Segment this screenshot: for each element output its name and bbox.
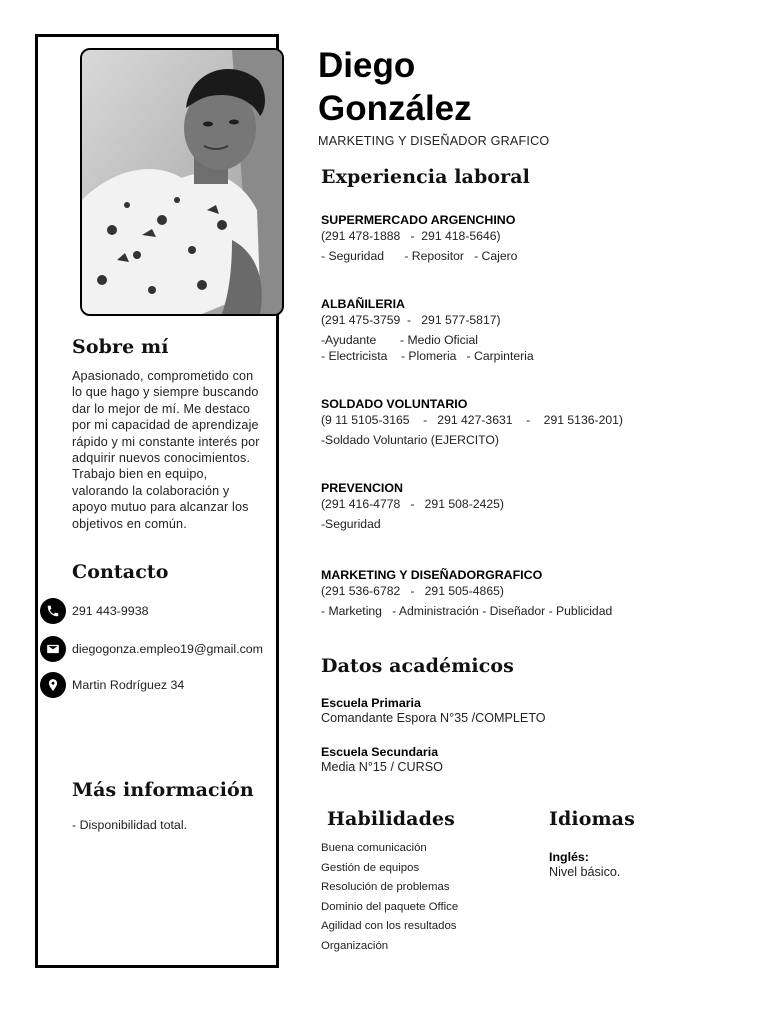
job-phones: (291 536-6782 - 291 505-4865) [321,584,504,598]
language-name: Inglés: [549,850,589,864]
language-level: Nivel básico. [549,865,621,879]
job-phones: (291 475-3759 - 291 577-5817) [321,313,501,327]
contact-heading: Contacto [72,561,169,583]
contact-email [40,636,263,662]
experience-heading: Experiencia laboral [321,166,530,188]
contact-phone [40,598,148,624]
job-title: MARKETING Y DISEÑADORGRAFICO [321,568,543,582]
more-info-heading: Más información [72,779,254,801]
languages-heading: Idiomas [549,808,635,830]
phone-icon [40,598,66,624]
name-heading [318,44,472,130]
job-entry [321,396,751,448]
job-entry [321,296,751,364]
job-phones: (9 11 5105-3165 - 291 427-3631 - 291 5136-201) [321,413,623,427]
profile-photo-image [82,50,282,314]
job-roles: -Seguridad [321,517,381,531]
profile-title: MARKETING Y DISEÑADOR GRAFICO [318,134,550,148]
location-pin-icon [40,672,66,698]
job-title: ALBAÑILERIA [321,297,405,311]
education-detail: Comandante Espora N°35 /COMPLETO [321,711,546,725]
education-detail: Media N°15 / CURSO [321,760,443,774]
education-entry [321,745,443,775]
email-text: diegogonza.empleo19@gmail.com [72,642,263,656]
contact-address [40,672,184,698]
more-info-text: - Disponibilidad total. [72,818,188,832]
job-roles: - Marketing - Administración - Diseñador - Publicidad [321,604,613,618]
first-name: Diego [318,46,416,85]
job-entry [321,567,751,619]
job-roles: - Electricista - Plomeria - Carpinteria [321,349,534,363]
language-entry [549,850,620,880]
about-text: Apasionado, comprometido con lo que hago y siempre buscando dar lo mejor de mí. Me destaco por mi capacidad de aprendizaje rápido y mi constante interés por adquirir nuevos conocimientos. Trabajo bien en equipo, valorando la colaboración y apoyo mutuo para alcanzar los objetivos en común. [72,369,260,531]
about-heading: Sobre mí [72,336,169,358]
skills-list [321,840,458,958]
job-entry [321,480,751,532]
job-phones: (291 478-1888 - 291 418-5646) [321,229,501,243]
job-title: SOLDADO VOLUNTARIO [321,397,468,411]
education-title: Escuela Primaria [321,696,421,710]
education-title: Escuela Secundaria [321,745,439,759]
education-entry [321,696,546,726]
skill-item: Buena comunicación [321,842,427,854]
skills-heading: Habilidades [327,808,455,830]
job-title: SUPERMERCADO ARGENCHINO [321,213,516,227]
job-phones: (291 416-4778 - 291 508-2425) [321,497,504,511]
last-name: González [318,89,472,128]
skill-item: Organización [321,939,389,952]
skill-item: Resolución de problemas [321,881,450,894]
job-title: PREVENCION [321,481,403,495]
job-entry [321,212,751,264]
phone-text: 291 443-9938 [72,604,149,618]
job-roles: - Seguridad - Repositor - Cajero [321,249,518,263]
address-text: Martin Rodríguez 34 [72,678,185,692]
skill-item: Dominio del paquete Office [321,900,459,913]
email-icon [40,636,66,662]
education-heading: Datos académicos [321,655,514,677]
profile-photo [80,48,284,316]
job-roles: -Soldado Voluntario (EJERCITO) [321,433,499,447]
skill-item: Gestión de equipos [321,861,420,874]
skill-item: Agilidad con los resultados [321,920,457,933]
job-roles: -Ayudante - Medio Oficial [321,333,478,347]
